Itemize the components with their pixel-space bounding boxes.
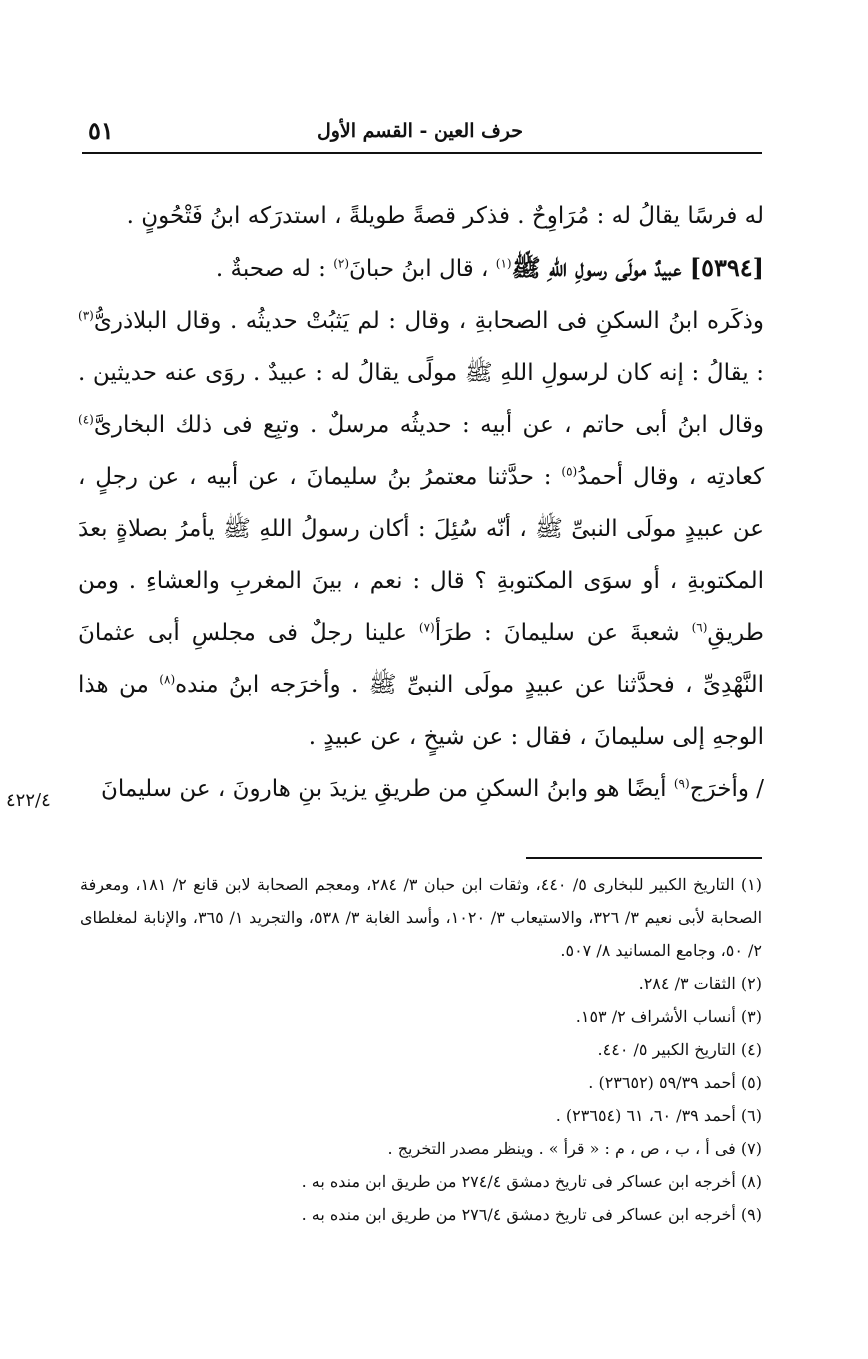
margin-reference: ٤٢٢/٤: [6, 790, 51, 811]
running-title: حرف العين - القسم الأول: [316, 120, 524, 142]
footnote-marker[interactable]: (٥): [561, 464, 578, 479]
text-line: يقالُ : إنه كان لرسولِ اللهِ ﷺ مولًى يقالُ له : عبيدٌ . روَى عنه حديثين . وقال: [78, 360, 764, 438]
text-line: وذكَره ابنُ السكنِ فى الصحابةِ ، وقال : لم يَثبُتْ حديثُه . وقال البلاذرىُّ: [93, 308, 764, 334]
footnote: (٣) أنساب الأشراف ٢/ ١٥٣.: [575, 1007, 762, 1026]
footnote: (٨) أخرجه ابن عساكر فى تاريخ دمشق ٢٧٤/٤ من طريق ابن منده به .: [301, 1172, 762, 1191]
text-line: : له صحبةٌ .: [215, 256, 326, 282]
text-line: علينا رجلٌ فى مجلسِ أبى عثمانَ النَّهْدِىِّ ، فحدَّثنا عن عبيدٍ: [78, 620, 765, 698]
colon: :: [756, 360, 764, 386]
footnote-rule: [526, 857, 762, 859]
footnote-marker[interactable]: (٧): [418, 620, 435, 635]
text-line: وقال أحمدُ: [577, 464, 679, 490]
text-line: كعادتِه ،: [688, 464, 765, 490]
text-line: النبىِّ ﷺ ، أنّه سُئِلَ : أكان رسولُ اللهِ ﷺ يأمرُ بصلاةٍ بعدَ المكتوبةِ ، أو: [78, 516, 764, 594]
footnote-marker[interactable]: (٣): [78, 308, 94, 323]
text-line: له فرسًا يقالُ له : مُرَاوِحٌ . فذكر قصةً طويلةً ، استدرَكه ابنُ فَتْحُونٍ .: [126, 203, 764, 229]
header-rule: [82, 152, 762, 154]
footnote-marker[interactable]: (٦): [691, 620, 708, 635]
text-line: أيضًا هو وابنُ السكنِ من طريقِ يزيدَ بنِ هارونَ ، عن سليمانَ: [101, 776, 667, 802]
footnote: (٤) التاريخ الكبير ٥/ ٤٤٠.: [597, 1040, 762, 1059]
footnote: (١) التاريخ الكبير للبخارى ٥/ ٤٤٠، وثقات ابن حبان ٣/ ٢٨٤، ومعجم الصحابة لابن قانع ٢/ ١٨١، ومعرفة الصحابة لأبى نعيم ٣/ ٣٢٦، والاستيعاب ٣/ ١٠٢٠، وأسد الغابة ٣/ ٥٣٨، والتجريد ١/ ٣٦٥، والإنابة لمغلطاى ٢/ ٥٠، وجامع المسانيد ٨/ ٥٠٧.: [80, 875, 763, 960]
entry-heading: [٥٣٩٤] عبيدٌ مولَى رسولِ اللهِ ﷺ: [511, 253, 764, 282]
footnote: (٢) الثقات ٣/ ٢٨٤.: [638, 974, 762, 993]
main-text: [78, 190, 764, 815]
text-line: شيخٍ ، عن عبيدٍ .: [308, 724, 465, 750]
text-line: مولَى النبىِّ ﷺ . وأخرَجه ابنُ منده: [175, 672, 515, 698]
text-line: ، قال ابنُ حبانَ: [349, 256, 489, 282]
footnote-marker[interactable]: (٨): [159, 672, 176, 687]
footnote-marker[interactable]: (٢): [333, 256, 350, 271]
footnotes: [80, 868, 762, 1231]
footnote-marker[interactable]: (٩): [673, 776, 690, 791]
text-line: شعبةَ عن: [586, 620, 680, 646]
text-line: من هذا الوجهِ إلى سليمانَ ، فقال : عن: [78, 672, 764, 750]
page-number: ٥١: [88, 116, 114, 145]
footnote: (٧) فى أ ، ب ، ص ، م : « قرأ » . وينظر مصدر التخريج .: [387, 1139, 762, 1158]
text-line: / وأخرَج: [689, 776, 764, 802]
text-line: سوَى المكتوبةِ ؟ قال : نعم ، بينَ المغربِ والعشاءِ . ومن طريقِ: [78, 568, 764, 646]
text-line: سليمانَ : طرَأ: [434, 620, 575, 646]
footnote: (٥) أحمد ٥٩/٣٩ (٢٣٦٥٢) .: [588, 1073, 762, 1092]
footnote-marker[interactable]: (٤): [78, 412, 94, 427]
footnote-marker[interactable]: (١): [495, 256, 512, 271]
text-line: : حدَّثنا معتمرُ بنُ سليمانَ ، عن أبيه ، عن رجلٍ ، عن عبيدٍ مولَى: [78, 464, 764, 542]
running-header: [80, 112, 760, 152]
footnote: (٦) أحمد ٣٩/ ٦٠، ٦١ (٢٣٦٥٤) .: [555, 1106, 762, 1125]
footnote: (٩) أخرجه ابن عساكر فى تاريخ دمشق ٢٧٦/٤ من طريق ابن منده به .: [301, 1205, 762, 1224]
text-line: ابنُ أبى حاتم ، عن أبيه : حديثُه مرسلٌ . وتبِع فى ذلك البخارىَّ: [93, 412, 708, 438]
